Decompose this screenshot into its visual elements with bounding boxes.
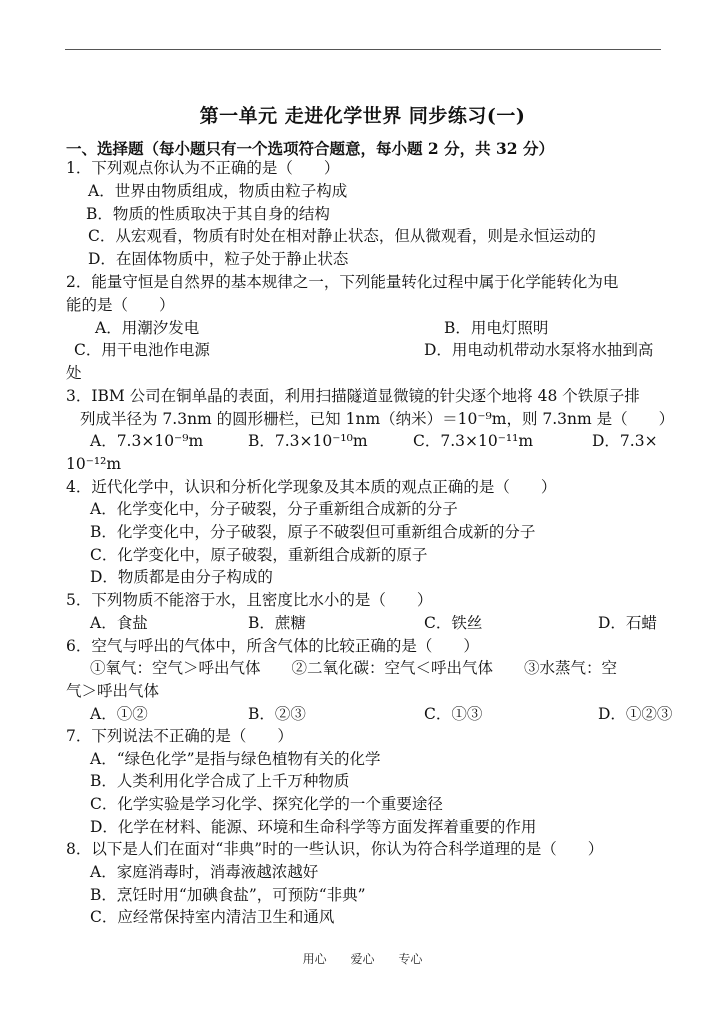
- question-2-continued: 能的是（ ）: [66, 296, 175, 314]
- question-6-option-a: A．①②: [90, 705, 148, 723]
- section-heading: 一、选择题（每小题只有一个选项符合题意，每小题 2 分，共 32 分）: [66, 139, 554, 158]
- question-6-option-c: C．①③: [424, 705, 483, 723]
- question-3: 3．IBM 公司在铜单晶的表面，利用扫描隧道显微镜的针尖逐个地将 48 个铁原子排: [66, 387, 640, 405]
- footer-text-1: 用心: [302, 952, 327, 966]
- question-6-items-continued: 气＞呼出气体: [66, 682, 160, 700]
- question-2-option-c: C．用干电池作电源: [74, 341, 210, 359]
- question-2-option-b: B．用电灯照明: [444, 319, 549, 337]
- footer-text-3: 专心: [398, 952, 423, 966]
- question-5-option-c: C．铁丝: [424, 614, 483, 632]
- question-1-option-b: B．物质的性质取决于其自身的结构: [86, 205, 330, 223]
- question-5-option-d: D．石蜡: [598, 614, 657, 632]
- question-7: 7．下列说法不正确的是（ ）: [66, 727, 293, 745]
- question-6: 6．空气与呼出的气体中，所含气体的比较正确的是（ ）: [66, 637, 479, 655]
- question-6-items: ①氧气：空气＞呼出气体 ②二氧化碳：空气＜呼出气体 ③水蒸气：空: [90, 659, 618, 677]
- question-2-option-d-continued: 处: [66, 364, 82, 382]
- question-6-option-b: B．②③: [248, 705, 306, 723]
- question-5-option-a: A．食盐: [90, 614, 148, 632]
- question-4-option-b: B．化学变化中，分子破裂，原子不破裂但可重新组合成新的分子: [90, 523, 536, 541]
- header-rule: [65, 49, 661, 50]
- question-4-option-d: D．物质都是由分子构成的: [90, 568, 273, 586]
- question-3-option-a: A．7.3×10⁻⁹m: [90, 432, 204, 450]
- question-3-option-b: B．7.3×10⁻¹⁰m: [248, 432, 368, 450]
- question-2: 2．能量守恒是自然界的基本规律之一，下列能量转化过程中属于化学能转化为电: [66, 273, 619, 291]
- question-5: 5．下列物质不能溶于水，且密度比水小的是（ ）: [66, 591, 433, 609]
- question-4-option-a: A．化学变化中，分子破裂，分子重新组合成新的分子: [90, 500, 458, 518]
- question-2-option-d: D．用电动机带动水泵将水抽到高: [424, 341, 654, 359]
- question-7-option-c: C．化学实验是学习化学、探究化学的一个重要途径: [90, 795, 443, 813]
- question-3-option-d: D．7.3×: [592, 432, 658, 450]
- question-5-option-b: B．蔗糖: [248, 614, 306, 632]
- question-4-option-c: C．化学变化中，原子破裂，重新组合成新的原子: [90, 546, 428, 564]
- question-7-option-a: A．“绿色化学”是指与绿色植物有关的化学: [90, 750, 381, 768]
- question-8-option-b: B．烹饪时用“加碘食盐”，可预防“非典”: [90, 886, 366, 904]
- page-title: 第一单元 走进化学世界 同步练习(一): [199, 105, 526, 127]
- question-3-option-c: C．7.3×10⁻¹¹m: [413, 432, 534, 450]
- question-4: 4．近代化学中，认识和分析化学现象及其本质的观点正确的是（ ）: [66, 478, 557, 496]
- page-footer: [0, 950, 725, 967]
- question-7-option-b: B．人类利用化学合成了上千万种物质: [90, 772, 350, 790]
- question-6-option-d: D．①②③: [598, 705, 673, 723]
- question-1: 1．下列观点你认为不正确的是（ ）: [66, 159, 340, 177]
- question-2-option-a: A．用潮汐发电: [95, 319, 200, 337]
- question-8-option-c: C．应经常保持室内清洁卫生和通风: [90, 908, 335, 926]
- question-3-continued: 列成半径为 7.3nm 的圆形栅栏，已知 1nm（纳米）＝10⁻⁹m，则 7.3nm 是（ ）: [80, 410, 675, 428]
- question-8: 8．以下是人们在面对“非典”时的一些认识，你认为符合科学道理的是（ ）: [66, 840, 604, 858]
- question-7-option-d: D．化学在材料、能源、环境和生命科学等方面发挥着重要的作用: [90, 818, 537, 836]
- footer-text-2: 爱心: [350, 952, 375, 966]
- question-8-option-a: A．家庭消毒时，消毒液越浓越好: [90, 863, 319, 881]
- question-1-option-a: A．世界由物质组成，物质由粒子构成: [88, 182, 348, 200]
- question-1-option-c: C．从宏观看，物质有时处在相对静止状态，但从微观看，则是永恒运动的: [88, 227, 596, 245]
- question-1-option-d: D．在固体物质中，粒子处于静止状态: [88, 250, 349, 268]
- question-3-option-d-continued: 10⁻¹²m: [66, 455, 122, 473]
